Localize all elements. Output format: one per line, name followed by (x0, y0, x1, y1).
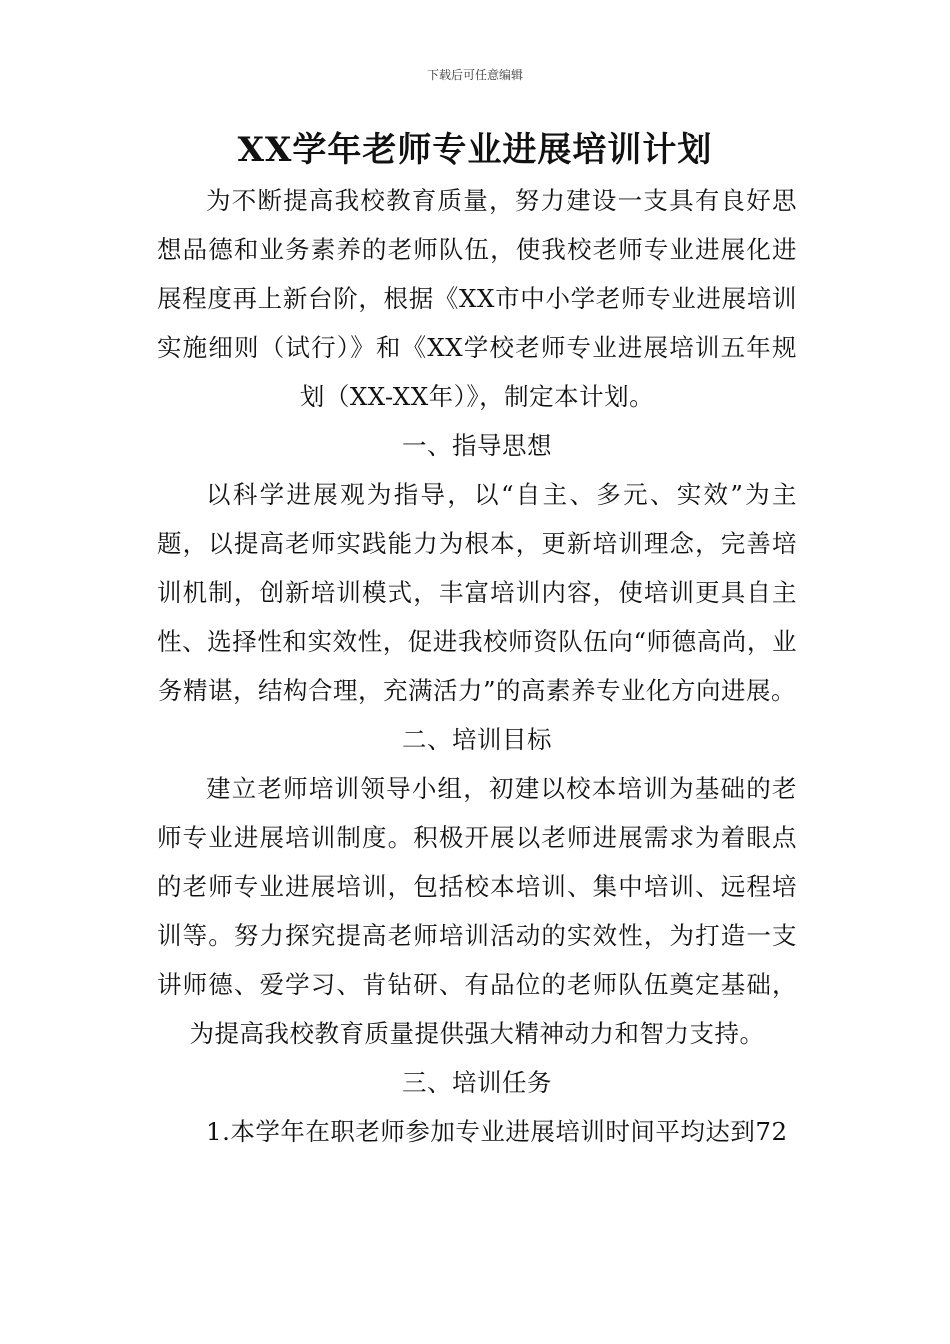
section-paragraph-guiding-ideology: 以科学进展观为指导，以“自主、多元、实效”为主题，以提高老师实践能力为根本，更新培训理念，完善培训机制，创新培训模式，丰富培训内容，使培训更具自主性、选择性和实效性，促进我校师资队伍向“师德高尚，业务精谌，结构合理，充满活力”的高素养专业化方向进展。 (157, 480, 797, 705)
document-body (157, 176, 797, 1156)
section-heading-training-goals: 二、培训目标 (402, 725, 552, 754)
section-heading-training-tasks: 三、培训任务 (402, 1068, 552, 1097)
header-note: 下载后可任意编辑 (426, 68, 523, 82)
section-heading-guiding-ideology: 一、指导思想 (402, 431, 552, 460)
section-paragraph-training-tasks: 1.本学年在职老师参加专业进展培训时间平均达到72 (206, 1117, 788, 1146)
section-paragraph-training-goals: 建立老师培训领导小组，初建以校本培训为基础的老师专业进展培训制度。积极开展以老师进展需求为着眼点的老师专业进展培训，包括校本培训、集中培训、远程培训等。努力探究提高老师培训活动的实效性，为打造一支讲师德、爱学习、肯钻研、有品位的老师队伍奠定基础，为提高我校教育质量提供强大精神动力和智力支持。 (157, 774, 797, 1048)
document-title: XX学年老师专业进展培训计划 (237, 130, 713, 170)
intro-paragraph: 为不断提高我校教育质量，努力建设一支具有良好思想品德和业务素养的老师队伍，使我校老师专业进展化进展程度再上新台阶，根据《XX市中小学老师专业进展培训实施细则（试行）》和《XX学校老师专业进展培训五年规划（XX-XX年）》，制定本计划。 (157, 186, 797, 411)
